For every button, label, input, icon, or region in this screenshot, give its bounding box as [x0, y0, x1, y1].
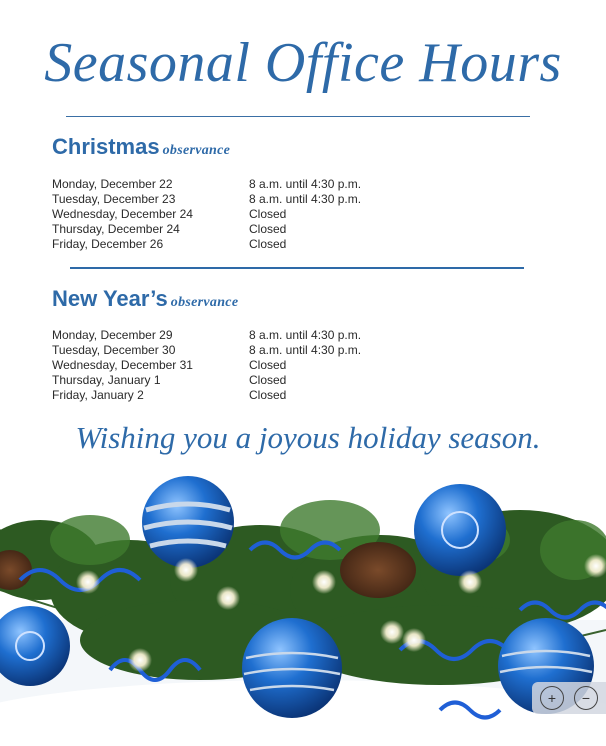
schedule-day: Friday, January 2 [52, 388, 144, 402]
zoom-out-icon[interactable]: − [574, 686, 598, 710]
schedule-hours: 8 a.m. until 4:30 p.m. [249, 177, 362, 191]
schedule-day: Wednesday, December 31 [52, 358, 193, 372]
schedule-hours: Closed [249, 358, 287, 372]
schedule-hours: Closed [249, 207, 287, 221]
schedule-row [52, 222, 412, 237]
schedule-row [52, 388, 412, 403]
page-title: Seasonal Office Hours [44, 32, 562, 94]
title-divider [66, 116, 530, 117]
schedule-row [52, 373, 412, 388]
christmas-subheading: observance [162, 143, 231, 158]
christmas-heading [52, 134, 230, 160]
new-year-heading [52, 286, 238, 312]
schedule-day: Tuesday, December 23 [52, 192, 176, 206]
christmas-heading-label: Christmas [52, 134, 160, 159]
schedule-hours: 8 a.m. until 4:30 p.m. [249, 328, 362, 342]
schedule-row [52, 207, 412, 222]
schedule-day: Tuesday, December 30 [52, 343, 176, 357]
schedule-row [52, 343, 412, 358]
holiday-decoration-image [0, 470, 606, 746]
schedule-hours: Closed [249, 388, 287, 402]
schedule-row [52, 358, 412, 373]
schedule-row [52, 328, 412, 343]
schedule-day: Thursday, January 1 [52, 373, 161, 387]
new-year-subheading: observance [170, 295, 239, 310]
schedule-hours: Closed [249, 373, 287, 387]
schedule-row [52, 192, 412, 207]
schedule-row [52, 177, 412, 192]
closing-message: Wishing you a joyous holiday season. [75, 420, 541, 455]
schedule-day: Thursday, December 24 [52, 222, 180, 236]
schedule-day: Monday, December 29 [52, 328, 173, 342]
schedule-hours: 8 a.m. until 4:30 p.m. [249, 343, 362, 357]
christmas-schedule [52, 177, 412, 252]
new-year-heading-label: New Year’s [52, 286, 168, 311]
schedule-hours: Closed [249, 222, 287, 236]
schedule-day: Wednesday, December 24 [52, 207, 193, 221]
zoom-controls [532, 682, 606, 714]
schedule-day: Friday, December 26 [52, 237, 164, 251]
schedule-hours: Closed [249, 237, 287, 251]
section-divider [70, 267, 524, 269]
schedule-hours: 8 a.m. until 4:30 p.m. [249, 192, 362, 206]
zoom-in-icon[interactable]: + [540, 686, 564, 710]
schedule-day: Monday, December 22 [52, 177, 173, 191]
schedule-row [52, 237, 412, 252]
new-year-schedule [52, 328, 412, 403]
